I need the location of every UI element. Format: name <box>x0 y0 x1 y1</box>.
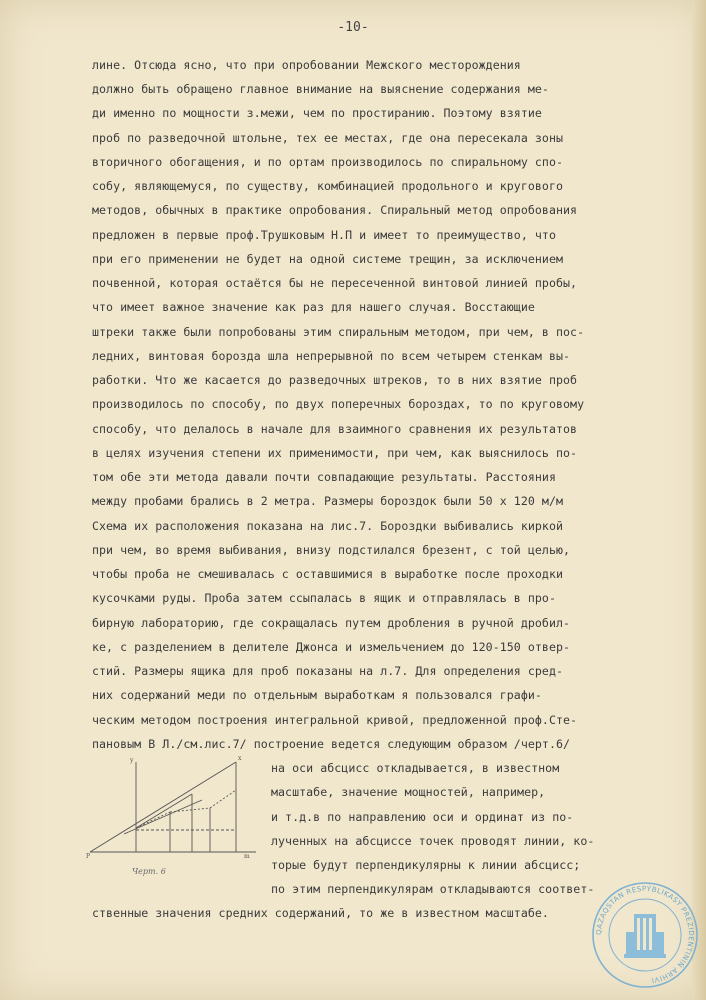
text-line: между пробами брались в 2 метра. Размеры бороздок были 50 х 120 м/м <box>92 494 564 508</box>
svg-text:x: x <box>238 755 242 762</box>
text-line: штреки также были попробованы этим спиральным методом, при чем, в пос- <box>92 325 585 339</box>
text-line: чтобы проба не смешивалась с оставшимися в выработке после проходки <box>92 567 564 581</box>
text-line: проб по разведочной штольне, тех ее местах, где она пересекала зоны <box>92 131 564 145</box>
text-line: том обе эти метода давали почти совпадающие результаты. Расстояния <box>92 470 556 484</box>
text-line: лине. Отсюда ясно, что при опробовании Межского месторождения <box>92 58 521 72</box>
text-line: что имеет важное значение как раз для нашего случая. Восстающие <box>92 300 535 314</box>
text-line: ке, с разделением в делителе Джонса и измельчением до 120-150 отвер- <box>92 640 571 654</box>
text-line: них содержаний меди по отдельным выработкам я пользовался графи- <box>92 688 542 702</box>
archive-stamp <box>590 880 700 990</box>
text-line: почвенной, которая остаётся бы не пересеченной винтовой линией пробы, <box>92 276 578 290</box>
integral-curve-diagram <box>84 748 264 878</box>
text-line: при чем, во время выбивания, внизу подстилался брезент, с той целью, <box>92 543 571 557</box>
text-line: работки. Что же касается до разведочных штреков, то в них взятие проб <box>92 373 578 387</box>
text-line: Схема их расположения показана на лис.7. Бороздки выбивались киркой <box>92 519 564 533</box>
text-line: предложен в первые проф.Трушковым Н.П и имеет то преимущество, что <box>92 228 556 242</box>
text-line: ледних, винтовая борозда шла непрерывной по всем четырем стенкам вы- <box>92 349 571 363</box>
text-line: способу, что делалось в начале для взаимного сравнения их результатов <box>92 422 578 436</box>
stamp-text: QAZAQSTAN RESPÝBLIKASY PREZIDENTINIŃ ARHIVI <box>594 884 696 985</box>
text-line: ческим методом построения интегральной кривой, предложенной проф.Сте- <box>92 713 578 727</box>
text-line: ди именно по мощности з.межи, чем по простиранию. Поэтому взятие <box>92 106 542 120</box>
svg-text:m: m <box>244 853 250 860</box>
svg-text:y: y <box>130 757 134 764</box>
text-line: производилось по способу, по двух поперечных бороздах, то по круговому <box>92 397 585 411</box>
text-line: бирную лабораторию, где сокращалась путем дробления в ручной дробил- <box>92 616 571 630</box>
text-line: масштабе, значение мощностей, например, <box>271 785 546 799</box>
text-line: и т.д.в по направлению оси и ординат из по- <box>271 810 574 824</box>
text-line: на оси абсцисс откладывается, в известном <box>271 761 560 775</box>
svg-text:P: P <box>86 853 91 860</box>
text-line: ственные значения средних содержаний, то же в известном масштабе. <box>92 906 549 920</box>
text-line: вторичного обогащения, и по ортам производилось по спиральному спо- <box>92 155 564 169</box>
text-line: пановым В Л./см.лис.7/ построение ведется следующим образом /черт.6/ <box>92 737 571 751</box>
text-line: при его применении не будет на одной системе трещин, за исключением <box>92 252 564 266</box>
text-line: лученных на абсциссе точек проводят линии, ко- <box>271 834 595 848</box>
text-line: по этим перпендикулярам откладываются соответ- <box>271 882 595 896</box>
figure-caption: Черт. 6 <box>132 867 166 876</box>
text-line: собу, являющемуся, по существу, комбинацией продольного и кругового <box>92 179 564 193</box>
text-line: методов, обычных в практике опробования. Спиральный метод опробования <box>92 203 578 217</box>
text-line: должно быть обращено главное внимание на выяснение содержания ме- <box>92 82 549 96</box>
text-line: торые будут перпендикулярны к линии абсцисс; <box>271 858 581 872</box>
text-line: кусочками руды. Проба затем ссыпалась в ящик и отправлялась в про- <box>92 591 556 605</box>
text-line: стий. Размеры ящика для проб показаны на л.7. Для определения сред- <box>92 664 564 678</box>
page-edge <box>692 0 706 1000</box>
page-number: -10- <box>337 20 369 35</box>
text-line: в целях изучения степени их применимости, при чем, как выяснилось по- <box>92 446 578 460</box>
